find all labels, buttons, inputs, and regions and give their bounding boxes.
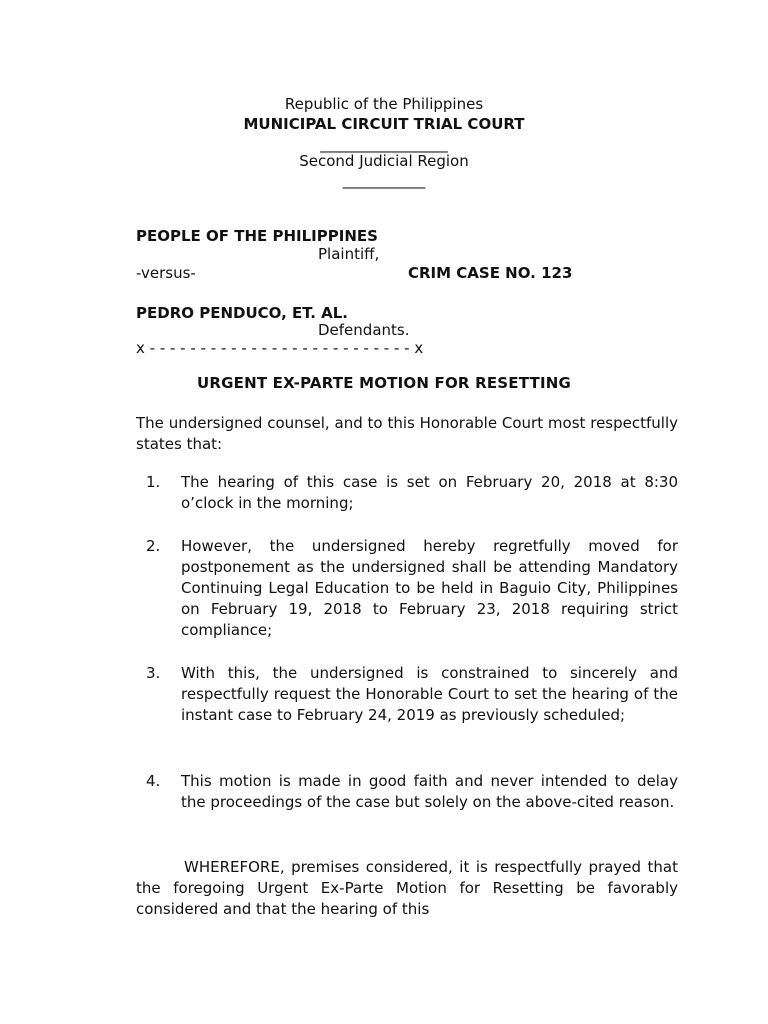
court-name: MUNICIPAL CIRCUIT TRIAL COURT bbox=[243, 115, 525, 133]
list-item-number: 3. bbox=[146, 664, 161, 682]
blank-line-court: _________________ bbox=[320, 135, 448, 153]
list-item-number: 2. bbox=[146, 537, 161, 555]
list-item-text: With this, the undersigned is constrained to sincerely and respectfully request the Honorable Court to set the hearing of the instant case to February 24, 2019 as previously scheduled; bbox=[181, 664, 678, 724]
motion-title: URGENT EX-PARTE MOTION FOR RESETTING bbox=[196, 374, 571, 392]
intro-paragraph: The undersigned counsel, and to this Honorable Court most respectfully states that: bbox=[136, 414, 678, 453]
wherefore-paragraph: WHEREFORE, premises considered, it is respectfully prayed that the foregoing Urgent Ex-Parte Motion for Resetting be favorably considered and that the hearing of this bbox=[136, 858, 678, 918]
list-item-text: This motion is made in good faith and never intended to delay the proceedings of the case but solely on the above-cited reason. bbox=[181, 772, 678, 811]
case-number: CRIM CASE NO. 123 bbox=[408, 264, 573, 282]
plaintiff-role: Plaintiff, bbox=[318, 245, 380, 263]
caption-separator: x - - - - - - - - - - - - - - - - - - - - - - - - - - x bbox=[136, 339, 424, 357]
list-item-text: However, the undersigned hereby regretfully moved for postponement as the undersigned shall be attending Mandatory Continuing Legal Education to be held in Baguio City, Philippines on February 19, 2018 to February 23, 2018 requiring strict compliance; bbox=[181, 537, 678, 639]
region-line: Second Judicial Region bbox=[299, 152, 469, 170]
versus-label: -versus- bbox=[136, 264, 196, 282]
defendant-name: PEDRO PENDUCO, ET. AL. bbox=[136, 304, 348, 322]
list-item-number: 1. bbox=[146, 473, 161, 491]
republic-line: Republic of the Philippines bbox=[284, 95, 484, 113]
list-item-text: The hearing of this case is set on February 20, 2018 at 8:30 o’clock in the morning; bbox=[181, 473, 678, 512]
defendant-role: Defendants. bbox=[318, 321, 410, 339]
blank-line-region: ___________ bbox=[342, 171, 426, 189]
plaintiff-name: PEOPLE OF THE PHILIPPINES bbox=[136, 227, 378, 245]
list-item-number: 4. bbox=[146, 772, 161, 790]
